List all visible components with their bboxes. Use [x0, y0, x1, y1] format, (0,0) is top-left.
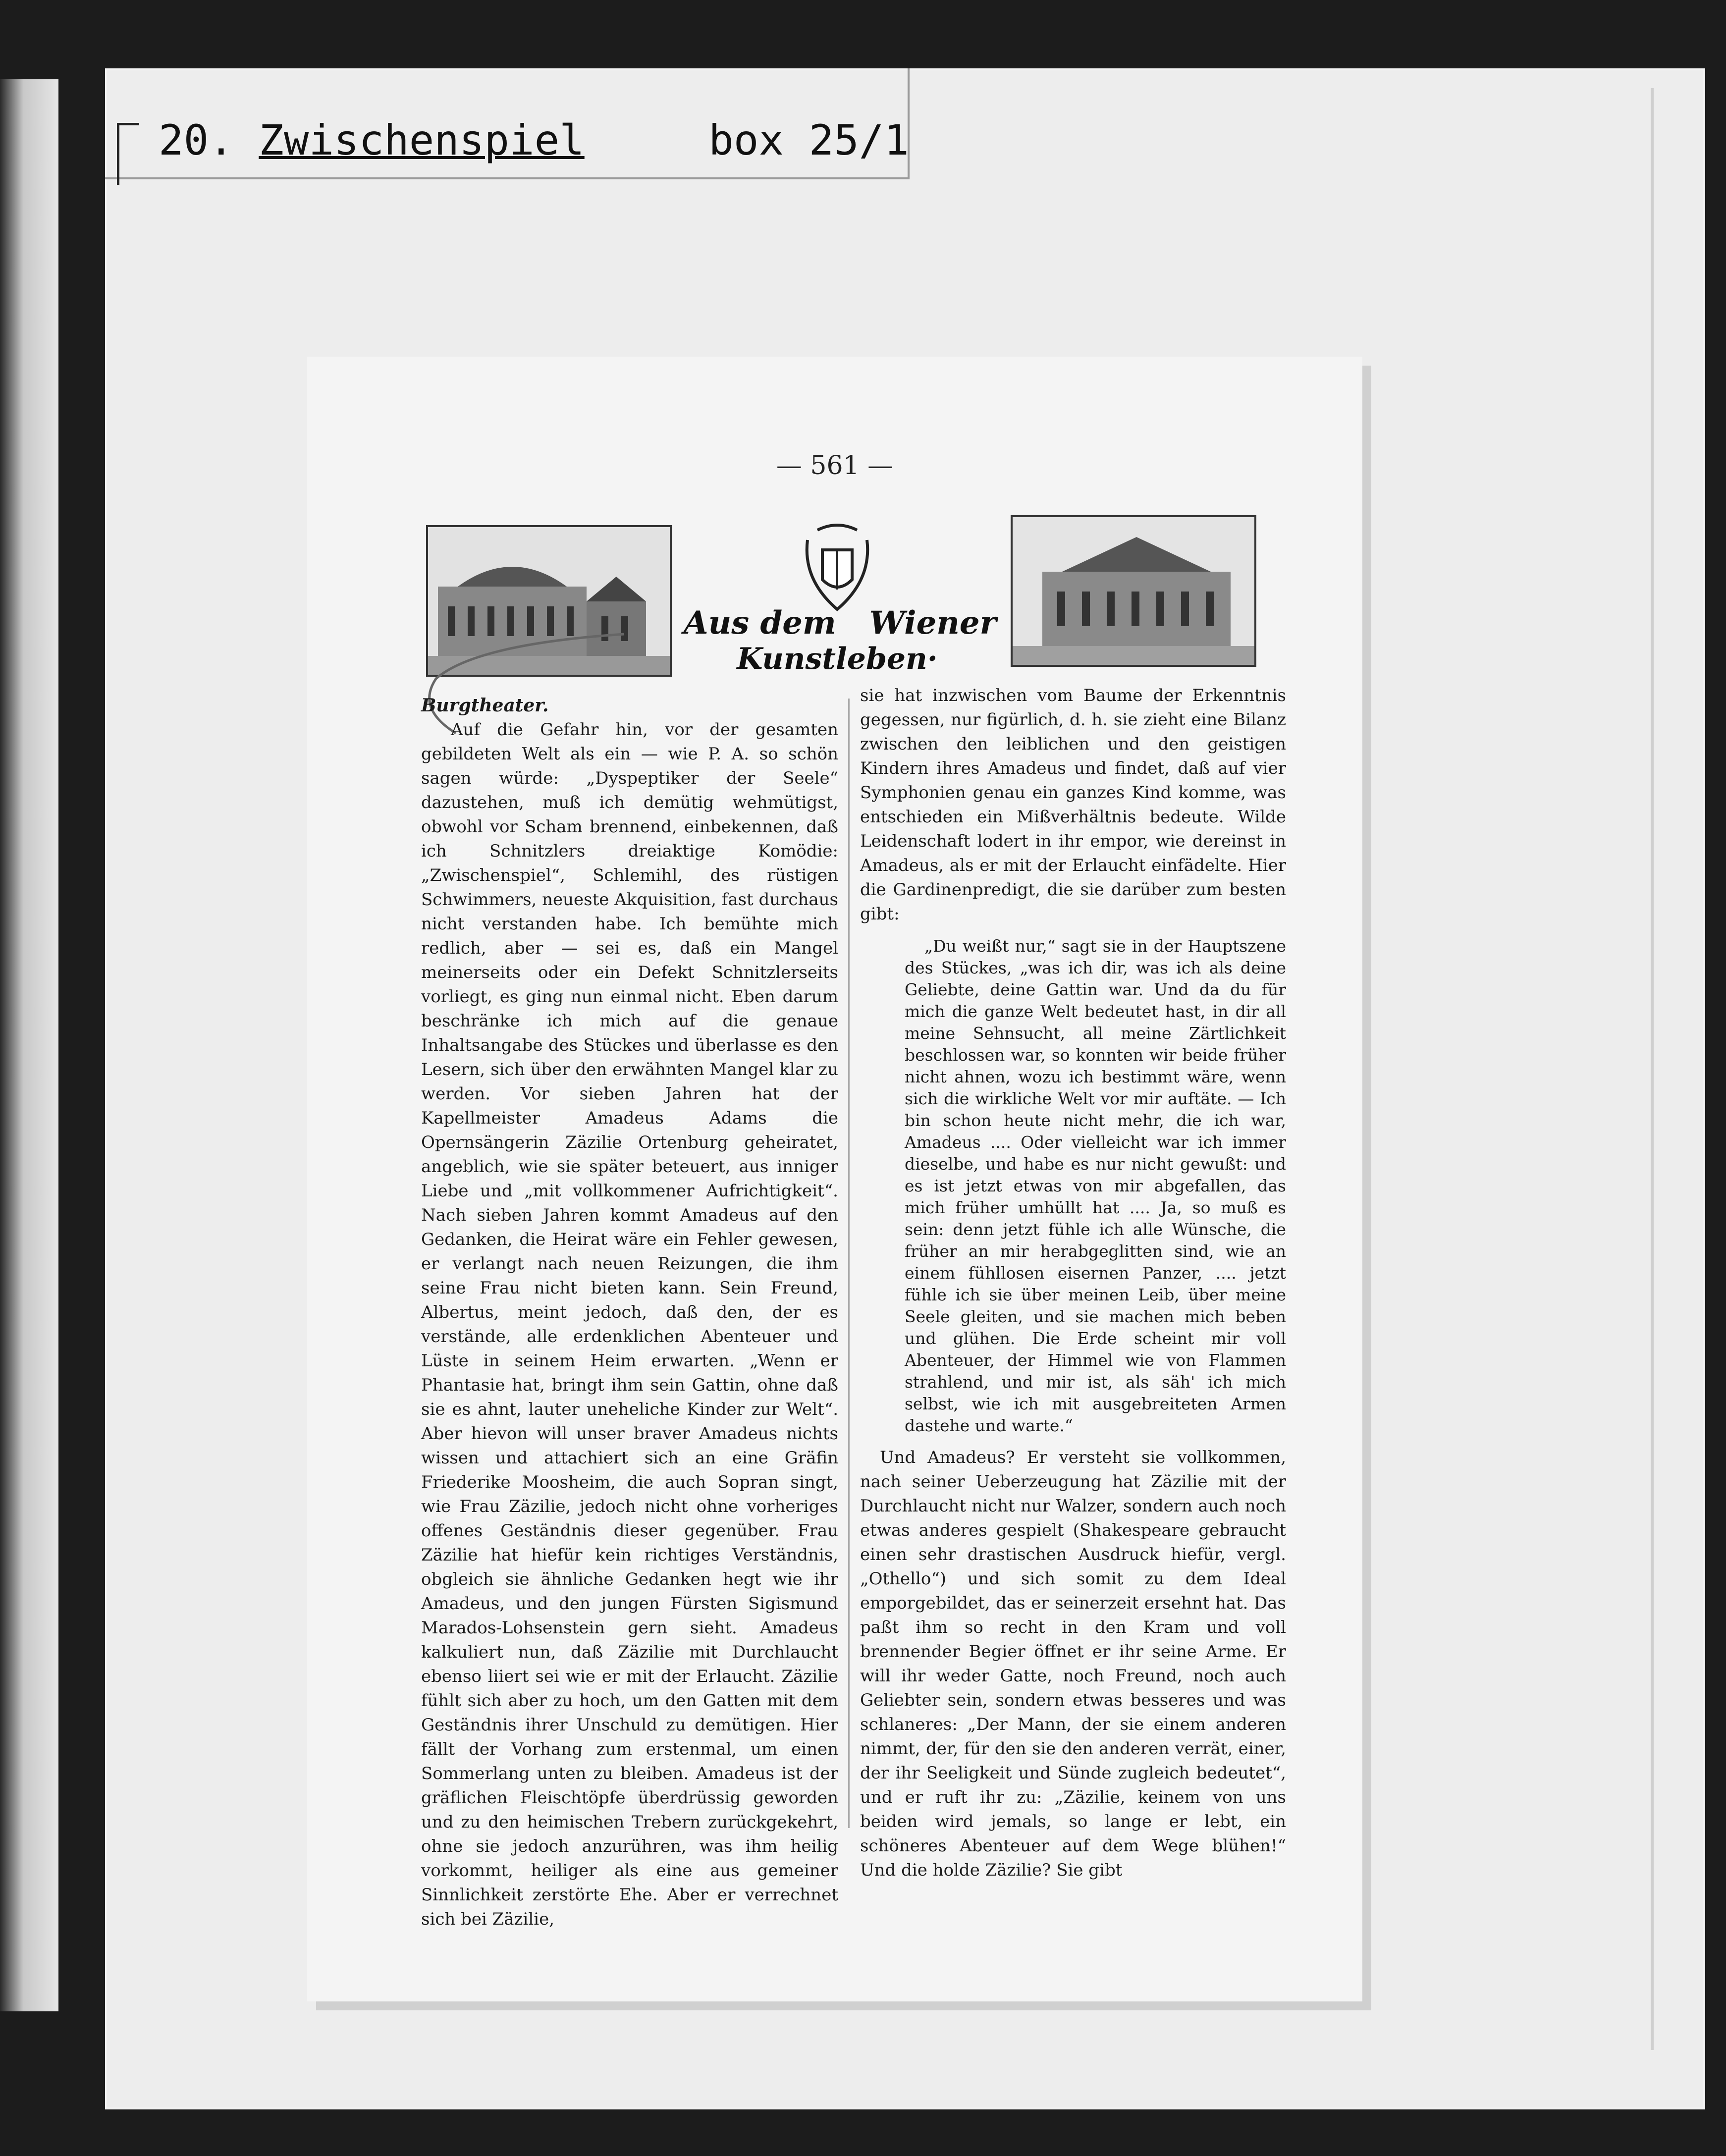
- opera-house-illustration: [1011, 515, 1256, 667]
- article-paragraph: Und Amadeus? Er versteht sie vollkommen, nach seiner Ueberzeugung hat Zäzilie mit der Durchlaucht nicht nur Walzer, sondern auch noch etwas anderes gespielt (Shakespeare gebraucht einen sehr drastischen Ausdruck hiefür, vergl. „Othello“) und sich somit zu dem Ideal emporgebildet, das er seinerzeit ersehnt hat. Das paßt ihm so recht in den Kram und voll brennender Begier öffnet er ihr seine Arme. Er will ihr weder Gatte, noch Freund, noch auch Geliebter sein, sondern etwas besseres und was schlaneres: „Der Mann, der sie einem anderen nimmt, der, für den sie den anderen verrät, einer, der ihr Seeligkeit und Sünde zugleich bedeutet“, und er ruft ihr zu: „Zäzilie, keinem von uns beiden wird jemals, so lange er lebt, ein schöneres Abenteuer auf dem Wege blühen!“ Und die holde Zäzilie? Sie gibt: [860, 1448, 1286, 1880]
- crest-ornament: [798, 520, 877, 614]
- folder-number: 20.: [159, 116, 234, 164]
- adjacent-page-edge: [0, 79, 58, 2011]
- newspaper-clipping: [307, 357, 1362, 2001]
- article-left-column: [421, 694, 838, 1932]
- folder-box: box 25/1: [708, 116, 909, 164]
- article-paragraph: sie hat inzwischen vom Baume der Erkenntnis gegessen, nur figürlich, d. h. sie zieht eine Bilanz zwischen den leiblichen und den geistigen Kindern ihres Amadeus und findet, daß auf vier Symphonien genau ein ganzes Kind komme, was entschieden ein Mißverhältnis bedeute. Wilde Leidenschaft lodert in ihr empor, wie dereinst in Amadeus, als er mit der Erlaucht einfädelte. Hier die Gardinenpredigt, die sie darüber zum besten gibt:: [860, 686, 1286, 924]
- folder-title: Zwischenspiel: [259, 116, 585, 164]
- column-divider: [848, 699, 850, 1828]
- label-bracket: [117, 123, 139, 185]
- article-paragraph: Auf die Gefahr hin, vor der gesamten gebildeten Welt als ein — wie P. A. so schön sagen würde: „Dyspeptiker der Seele“ dazustehen, muß ich demütig wehmütigst, obwohl vor Scham brennend, einbekennen, daß ich Schnitzlers dreiaktige Komödie: „Zwischenspiel“, Schlemihl, des rüstigen Schwimmers, neueste Akquisition, fast durchaus nicht verstanden habe. Ich bemühte mich redlich, aber — sei es, daß ein Mangel meinerseits oder ein Defekt Schnitzlerseits vorliegt, es ging nun einmal nicht. Eben darum beschränke ich mich auf die genaue Inhaltsangabe des Stückes und überlasse es den Lesern, sich über den erwähnten Mangel klar zu werden. Vor sieben Jahren hat der Kapellmeister Amadeus Adams die Opernsängerin Zäzilie Ortenburg geheiratet, angeblich, wie sie später beteuert, aus inniger Liebe und „mit vollkommener Aufrichtigkeit“. Nach sieben Jahren kommt Amadeus auf den Gedanken, die Heirat wäre ein Fehler gewesen, er verlangt nach neuen Reizungen, die ihm seine Frau nicht bieten kann. Sein Freund, Albertus, meint jedoch, daß den, der es verstände, alle erdenklichen Abenteuer und Lüste in seinem Heim erwarten. „Wenn er Phantasie hat, bringt ihm sein Gattin, ohne daß sie es ahnt, lauter uneheliche Kinder zur Welt“. Aber hievon will unser braver Amadeus nichts wissen und attachiert sich an eine Gräfin Friederike Moosheim, die auch Sopran singt, wie Frau Zäzilie, jedoch nicht ohne vorheriges offenes Geständnis dieser gegenüber. Frau Zäzilie hat hiefür kein richtiges Verständnis, obgleich sie ähnliche Gedanken hegt wie ihr Amadeus, und den jungen Fürsten Sigismund Marados-Lohsenstein gern sieht. Amadeus kalkuliert nun, daß Zäzilie mit Durchlaucht ebenso liiert sei wie er mit der Erlaucht. Zäzilie fühlt sich aber zu hoch, um den Gatten mit dem Geständnis ihrer Unschuld zu demütigen. Hier fällt der Vorhang zum erstenmal, um einen Sommerlang unten zu bleiben. Amadeus ist der gräflichen Fleischtöpfe überdrüssig geworden und zu den heimischen Trebern zurückgekehrt, ohne sie jedoch anzurühren, was ihm heilig vorkommt, heiliger als eine aus gemeiner Sinnlichkeit zerstörte Ehe. Aber er verrechnet sich bei Zäzilie,: [421, 720, 838, 1929]
- block-quote: „Du weißt nur,“ sagt sie in der Hauptszene des Stückes, „was ich dir, was ich als deine Geliebte, deine Gattin war. Und da du für mich die ganze Welt bedeutet hast, in dir all meine Sehnsucht, all meine Zärtlichkeit beschlossen war, so konnten wir beide früher nicht ahnen, wozu ich bestimmt wäre, wenn sich die wirkliche Welt vor mir auftäte. — Ich bin schon heute nicht mehr, die ich war, Amadeus .... Oder vielleicht war ich immer dieselbe, und habe es nur nicht gewußt: und es ist jetzt etwas von mir abgefallen, das mich früher umhüllt hat .... Ja, so muß es sein: denn jetzt fühle ich alle Wünsche, die früher an mir herabgeglitten sind, wie an einem fühllosen eisernen Panzer, .... jetzt fühle ich sie über meinen Leib, über meine Seele gleiten, und sie machen mich beben und glühen. Die Erde scheint mir voll Abenteuer, der Himmel wie von Flammen strahlend, und mir ist, als säh' ich mich selbst, wie ich mit ausgebreiteten Armen dastehe und warte.“: [905, 936, 1286, 1435]
- folder-label: [105, 68, 910, 179]
- folder-label-text: [159, 116, 909, 164]
- folder-edge: [1651, 88, 1654, 2050]
- masthead-line2: Kunstleben·: [737, 642, 938, 676]
- section-masthead: [684, 520, 997, 676]
- article-right-column: [860, 684, 1286, 1883]
- section-heading: Burgtheater.: [421, 695, 549, 716]
- page-number: — 561 —: [776, 451, 894, 481]
- masthead-line1: Aus dem Wiener: [684, 604, 997, 642]
